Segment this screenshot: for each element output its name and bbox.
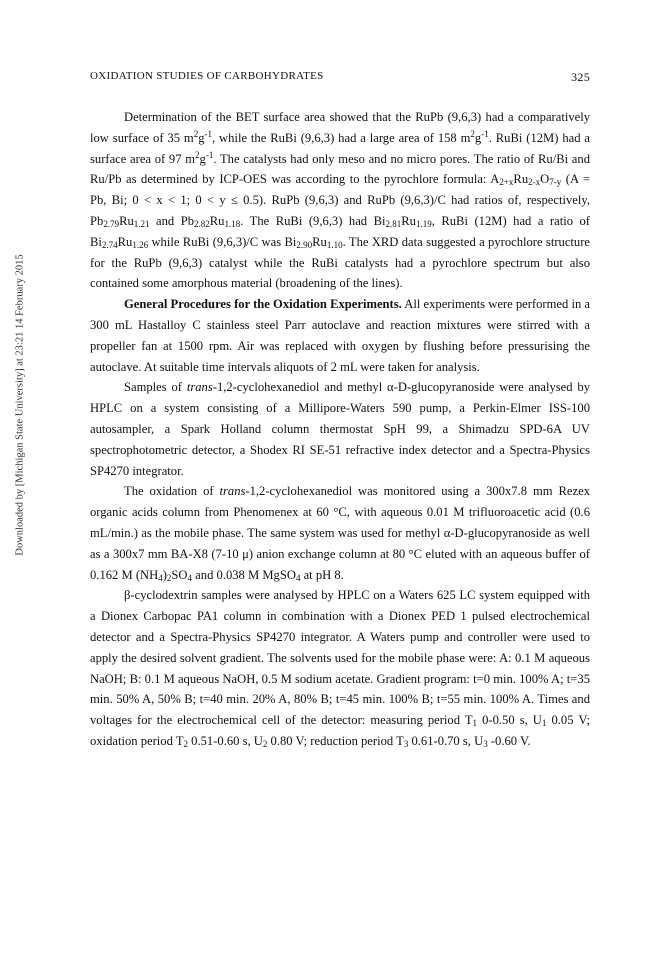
text-run: 0.51-0.60 s, U (188, 733, 263, 748)
subscript: 2 (262, 738, 268, 749)
text-run: Ru (119, 213, 134, 228)
subscript: 3 (403, 738, 409, 749)
text-run: . RuBi (12M) had a surface area of 97 m (90, 130, 590, 166)
subscript: 1.26 (132, 239, 149, 250)
text-run: -1,2-cyclohexanediol and methyl α-D-glucopyranoside were analysed by HPLC on a system consisting of a Millipore-Waters 590 pump, a Perkin-Elmer ISS-100 autosampler, a Spark Holland column thermostat SpH 99, a Shimadzu SPD-6A UV spectrophotometric detector, a Shodex RI SE-51 refractive index detector and a Spectra-Physics SP4270 integrator. (90, 380, 590, 478)
text-run: Ru (513, 172, 529, 187)
text-run: Ru (209, 213, 225, 228)
text-run: and 0.038 M MgSO (192, 567, 296, 582)
superscript: 2 (195, 149, 200, 160)
subscript: 2+x (499, 177, 514, 188)
superscript: 2 (193, 128, 199, 139)
body-text (90, 107, 590, 752)
paragraph-cyclodextrin-analysis (90, 585, 590, 751)
italic-term: trans (219, 484, 246, 499)
text-run: Samples of (124, 380, 187, 395)
superscript: -1 (204, 128, 213, 139)
italic-term: trans (186, 380, 213, 395)
page-number: 325 (571, 70, 590, 84)
subscript: 7-y (549, 177, 562, 188)
subscript: 1 (541, 718, 547, 729)
text-run: , RuBi (12M) had a ratio of Bi (90, 213, 591, 249)
superscript: -1 (481, 128, 489, 139)
running-header (90, 70, 590, 86)
section-run-in-heading: General Procedures for the Oxidation Experiments. (124, 297, 402, 312)
subscript: 3 (483, 738, 488, 749)
text-run: -0.60 V. (487, 733, 531, 748)
text-run: g (474, 130, 482, 145)
subscript: 2-x (528, 177, 541, 188)
text-run: Ru (401, 213, 416, 228)
paragraph-oxidation-monitoring (90, 481, 590, 585)
subscript: 4 (295, 572, 301, 583)
text-run: O (540, 172, 550, 187)
superscript: -1 (205, 149, 214, 160)
subscript: 2.81 (385, 218, 402, 229)
subscript: 2.82 (194, 218, 210, 229)
text-run: 0.61-0.70 s, U (408, 733, 484, 748)
text-run: All experiments were performed in a 300 mL Hastalloy C stainless steel Parr autoclave and reaction mixtures were stirred with a propeller fan at 1500 rpm. Air was replaced with oxygen by flushing before pressurising the autoclave. At suitable time intervals aliquots of 2 mL were taken for analysis. (90, 297, 591, 374)
subscript: 1.10 (326, 239, 343, 250)
text-run: . The RuBi (9,6,3) had Bi (240, 213, 386, 228)
subscript: 2.90 (296, 239, 313, 250)
text-run: -1,2-cyclohexanediol was monitored using a 300x7.8 mm Rezex organic acids column from Phenomenex at 60 °C, with aqueous 0.01 M trifluoroacetic acid (0.6 mL/min.) as the mobile phase. The same system was used for methyl α-D-glucopyranoside as well as a 300x7 mm BA-X8 (7-10 μ) anion exchange column at 80 °C eluted with an aqueous buffer of 0.162 M (NH (90, 484, 590, 582)
text-run: β-cyclodextrin samples were analysed by HPLC on a Waters 625 LC system equipped with a Dionex Carbopac PA1 column in combination with a Dionex PED 1 pulsed electrochemical detector and a Spectra-Physics SP4270 integrator. A Waters pump and controller were used to apply the desired solvent gradient. The solvents used for the mobile phase were: A: 0.1 M aqueous NaOH; B: 0.1 M aqueous NaOH, 0.5 M sodium acetate. Gradient program: t=0 min. 100% A; t=35 min. 50% A, 50% B; t=40 min. 20% A, 80% B; t=45 min. 100% B; t=55 min. 100% A. Times and voltages for the electrochemical cell of the detector: measuring period T (90, 588, 590, 728)
running-title: OXIDATION STUDIES OF CARBOHYDRATES (90, 70, 324, 82)
text-run: g (199, 151, 206, 166)
paragraph-bet-surface-area (90, 107, 590, 294)
subscript: 4 (158, 572, 163, 583)
text-run: (A = Pb, Bi; 0 < x < 1; 0 < y ≤ 0.5). RuPb (9,6,3) and RuPb (9,6,3)/C had ratios of, respectively, Pb (90, 172, 590, 228)
text-run: 0-0.50 s, U (477, 713, 542, 728)
text-run: Ru (312, 234, 327, 249)
text-run: Determination of the BET surface area showed that the RuPb (9,6,3) had a comparatively low surface of 35 m (90, 110, 590, 145)
text-run: ) (162, 567, 167, 582)
subscript: 1 (472, 718, 478, 729)
subscript: 2 (166, 572, 172, 583)
superscript: 2 (470, 128, 475, 139)
subscript: 1.18 (224, 218, 241, 229)
paragraph-general-procedures (90, 294, 590, 377)
text-run: g (198, 130, 205, 145)
text-run: 0.80 V; reduction period T (267, 733, 404, 748)
subscript: 2 (183, 738, 189, 749)
subscript: 2.74 (101, 239, 118, 250)
text-run: . The XRD data suggested a pyrochlore structure for the RuPb (9,6,3) catalyst while the RuBi catalysts had a pyrochlore spectrum but also contained some amorphous material (broadening of the lines). (90, 234, 590, 291)
text-run: at pH 8. (300, 567, 344, 582)
text-run: while RuBi (9,6,3)/C was Bi (148, 234, 297, 249)
text-run: The oxidation of (124, 484, 220, 499)
download-watermark-text: Downloaded by [Michigan State University] at 23:21 14 February 2015 (14, 254, 26, 556)
paragraph-hplc-samples (90, 377, 590, 481)
text-run: . The catalysts had only meso and no micro pores. The ratio of Ru/Bi and Ru/Pb as determined by ICP-OES was according to the pyrochlore formula: A (90, 151, 590, 187)
download-watermark (10, 195, 30, 615)
text-run: SO (171, 567, 188, 582)
text-run: and Pb (149, 213, 195, 228)
text-run: Ru (117, 234, 133, 249)
subscript: 2.79 (103, 218, 120, 229)
subscript: 1.21 (133, 218, 150, 229)
subscript: 1.19 (415, 218, 432, 229)
text-run: , while the RuBi (9,6,3) had a large area of 158 m (212, 130, 471, 145)
text-run: 0.05 V; oxidation period T (90, 713, 590, 748)
subscript: 4 (187, 572, 193, 583)
